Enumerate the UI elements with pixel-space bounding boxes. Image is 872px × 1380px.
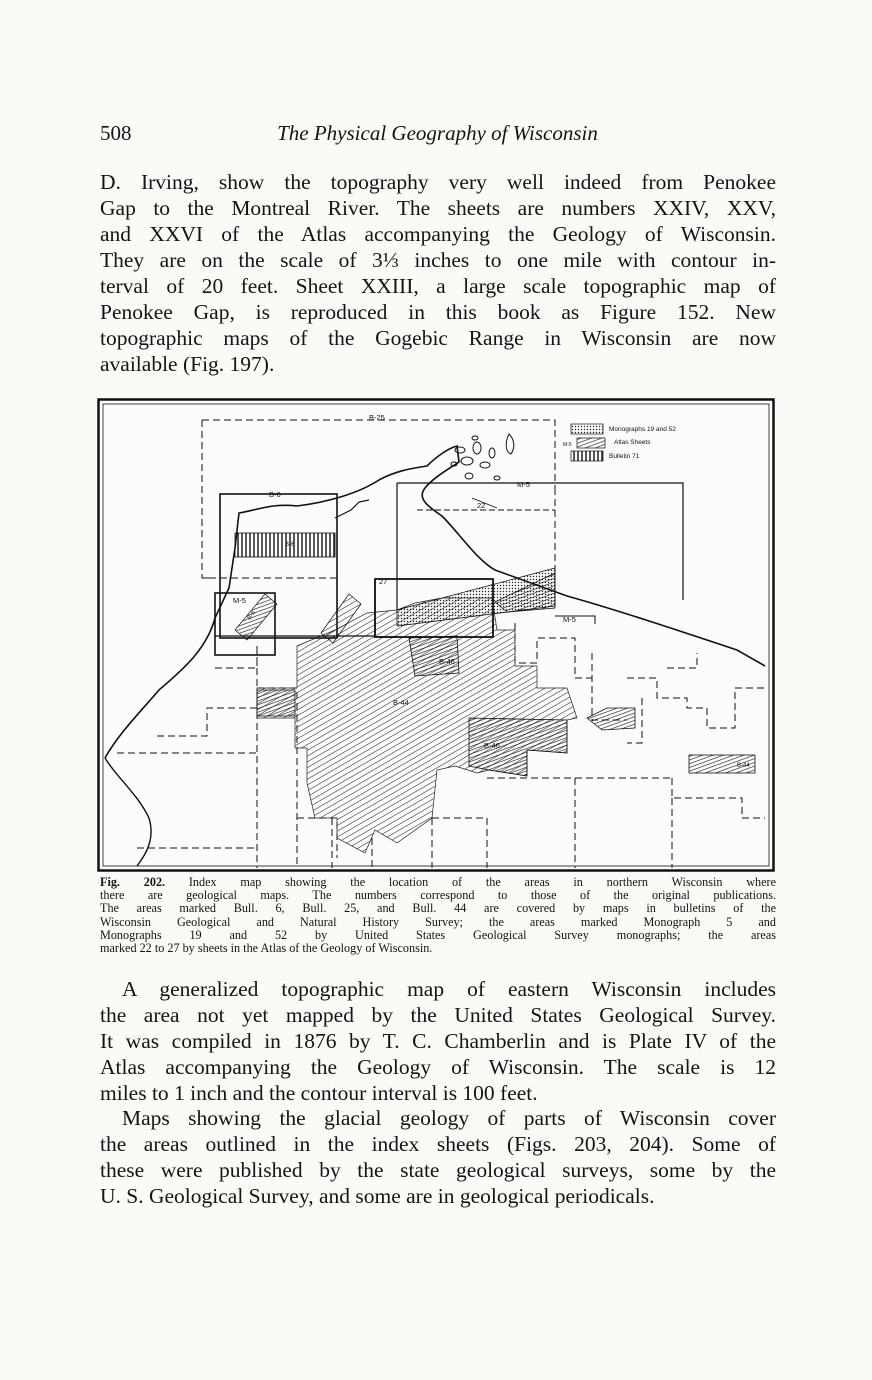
legend-atlas: Atlas Sheets (614, 439, 651, 446)
paragraph-1 (100, 169, 776, 377)
paragraph-2 (100, 976, 776, 1106)
label-m-5-right: M-5 (563, 615, 576, 624)
legend-bulletin: Bulletin 71 (609, 453, 640, 460)
text-line: topographic maps of the Gogebic Range in Wisconsin are now (100, 326, 776, 350)
label-m-5-left: M-5 (233, 596, 246, 605)
text-line: terval of 20 feet. Sheet XXIII, a large scale topographic map of (100, 274, 776, 298)
label-b-25: B-25 (369, 413, 385, 422)
paragraph-3 (100, 1105, 776, 1209)
caption-line: Wisconsin Geological and Natural History Survey; the areas marked Monograph 5 and (100, 914, 776, 929)
text-line: Gap to the Montreal River. The sheets are numbers XXIV, XXV, (100, 196, 776, 220)
legend-swatch-bulletin (571, 451, 603, 461)
label-b-6-box: B-6 (269, 490, 281, 499)
figure-caption (100, 876, 776, 955)
index-map (97, 398, 775, 872)
text-line: A generalized topographic map of eastern Wisconsin includes (122, 977, 776, 1001)
label-b-46-mid: B-46 (484, 741, 500, 750)
label-b-6-small: B-6 (246, 610, 257, 622)
caption-line: Monographs 19 and 52 by United States Geological Survey monographs; the areas (100, 927, 776, 942)
text-line: miles to 1 inch and the contour interval is 100 feet. (100, 1081, 538, 1105)
legend-monographs: Monographs 19 and 52 (609, 426, 676, 433)
label-m-5-top: M-5 (517, 480, 530, 489)
index-map-figure (97, 398, 775, 872)
legend-swatch-monographs (571, 424, 603, 434)
text-line: Atlas accompanying the Geology of Wisconsin. The scale is 12 (100, 1055, 776, 1079)
text-line: D. Irving, show the topography very well indeed from Penokee (100, 170, 776, 194)
text-line: It was compiled in 1876 by T. C. Chamberlin and is Plate IV of the (100, 1029, 776, 1053)
caption-line: Index map showing the location of the areas in northern Wisconsin where (165, 875, 776, 889)
label-b-44-right: B-44 (737, 763, 750, 769)
label-22: 22 (477, 501, 486, 510)
text-line: They are on the scale of 3⅓ inches to one mile with contour in- (100, 248, 776, 272)
text-line: these were published by the state geological surveys, some by the (100, 1158, 776, 1182)
running-title: The Physical Geography of Wisconsin (277, 121, 598, 145)
label-b-44: B-44 (393, 698, 409, 707)
label-27: 27 (379, 577, 388, 586)
text-line: available (Fig. 197). (100, 352, 275, 376)
text-line: the area not yet mapped by the United States Geological Survey. (100, 1003, 776, 1027)
legend-m5-mark: M-5 (563, 442, 572, 448)
legend-swatch-atlas (577, 438, 605, 448)
page-number: 508 (100, 121, 132, 145)
caption-line: there are geological maps. The numbers correspond to those of the original publications. (100, 888, 776, 903)
b-46-top-area (409, 636, 459, 676)
text-line: Maps showing the glacial geology of parts of Wisconsin cover (122, 1106, 776, 1130)
text-line: U. S. Geological Survey, and some are in geological periodicals. (100, 1184, 655, 1208)
caption-label: Fig. 202. (100, 875, 166, 889)
label-b-46-top: B-46 (439, 657, 455, 666)
page-header (100, 121, 775, 151)
text-line: Penokee Gap, is reproduced in this book as Figure 152. New (100, 300, 776, 324)
text-line: and XXVI of the Atlas accompanying the Geology of Wisconsin. (100, 222, 776, 246)
label-b-6-area: B-6 (285, 542, 295, 548)
caption-line: The areas marked Bull. 6, Bull. 25, and Bull. 44 are covered by maps in bulletins of the (100, 901, 776, 916)
text-line: the areas outlined in the index sheets (Figs. 203, 204). Some of (100, 1132, 776, 1156)
caption-line: marked 22 to 27 by sheets in the Atlas of the Geology of Wisconsin. (100, 941, 433, 956)
